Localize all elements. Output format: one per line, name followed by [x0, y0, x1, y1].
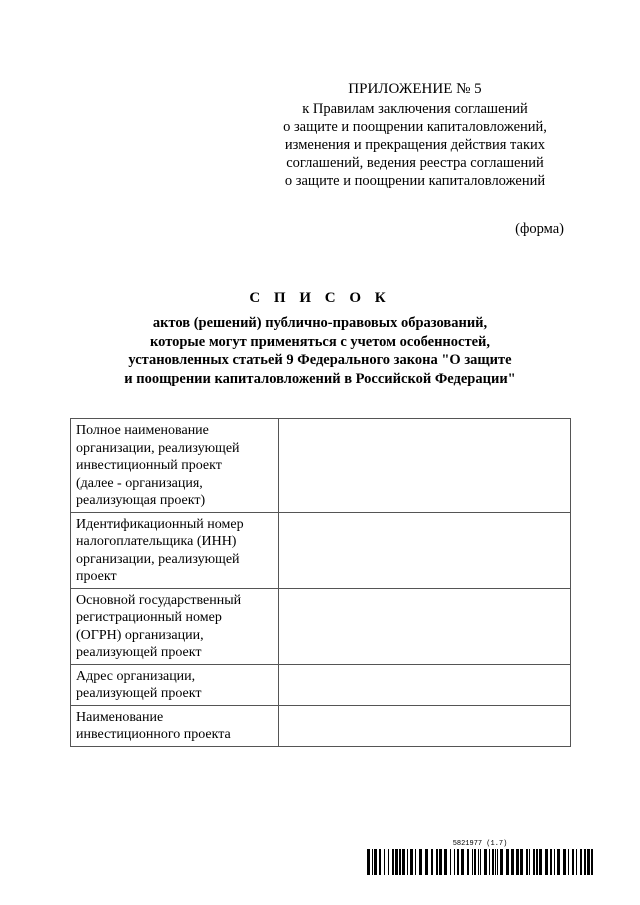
label-line: Основной государственный [76, 592, 242, 608]
value-cell-inn [279, 512, 571, 588]
subtitle-line: и поощрении капиталовложений в Российской Федерации" [124, 370, 516, 387]
label-line: Наименование [76, 709, 164, 725]
appendix-line: о защите и поощрении капиталовложений [284, 173, 546, 189]
value-cell-address [279, 664, 571, 705]
label-line: реализующей проект [76, 686, 202, 701]
label-line: инвестиционного проекта [76, 727, 231, 742]
table-row [71, 664, 571, 705]
label-line: регистрационный номер [76, 610, 222, 625]
value-cell-ogrn [279, 588, 571, 664]
appendix-line: соглашений, ведения реестра соглашений [286, 155, 544, 171]
barcode-code: 5821977 (1.7) [452, 840, 508, 848]
appendix-line: к Правилам заключения соглашений [302, 101, 528, 117]
row-label-project-name [71, 705, 279, 746]
row-label-address [71, 664, 279, 705]
table-row [71, 588, 571, 664]
table-row [71, 705, 571, 746]
label-line: Адрес организации, [76, 668, 196, 684]
appendix-title: ПРИЛОЖЕНИЕ № 5 [348, 81, 482, 97]
value-cell-project-name [279, 705, 571, 746]
row-label-inn [71, 512, 279, 588]
table-row [71, 419, 571, 513]
label-line: (ОГРН) организации, [76, 627, 204, 643]
organization-info-table [70, 418, 571, 747]
value-cell-full-name [279, 419, 571, 513]
appendix-header [270, 80, 560, 190]
row-label-ogrn [71, 588, 279, 664]
label-line: (далее - организация, [76, 475, 203, 491]
label-line: налогоплательщика (ИНН) [76, 534, 237, 549]
subtitle-line: установленных статьей 9 Федерального закона "О защите [128, 352, 512, 368]
subtitle-line: которые могут применяться с учетом особенностей, [149, 333, 491, 350]
label-line: Полное наименование [76, 423, 209, 438]
label-line: реализующей проект [76, 645, 202, 660]
barcode-icon [367, 849, 593, 875]
label-line: реализующая проект) [76, 493, 206, 508]
label-line: Идентификационный номер [76, 516, 244, 532]
label-line: организации, реализующей [76, 440, 240, 456]
label-line: инвестиционный проект [76, 458, 222, 473]
label-line: проект [76, 569, 117, 584]
row-label-full-name [71, 419, 279, 513]
document-heading [60, 290, 580, 388]
subtitle-line: актов (решений) публично-правовых образований, [152, 315, 488, 331]
table-row [71, 512, 571, 588]
appendix-line: изменения и прекращения действия таких [284, 137, 546, 153]
document-title: С П И С О К [249, 290, 391, 306]
label-line: организации, реализующей [76, 551, 240, 567]
barcode-block [367, 840, 593, 875]
appendix-line: о защите и поощрении капиталовложений, [283, 119, 547, 135]
document-subtitle [60, 314, 580, 388]
form-note: (форма) [515, 221, 564, 237]
